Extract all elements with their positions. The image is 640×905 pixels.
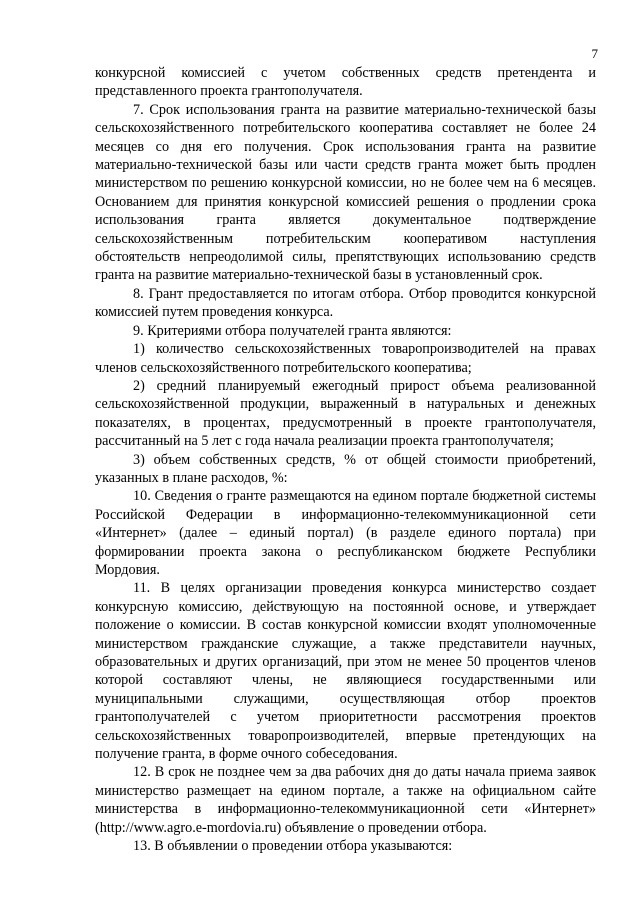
paragraph-item-8: 8. Грант предоставляется по итогам отбора. Отбор проводится конкурсной комиссией путем проведения конкурса.: [95, 285, 596, 321]
paragraph-item-10: 10. Сведения о гранте размещаются на едином портале бюджетной системы Российской Федерации в информационно-телекоммуникационной сети «Интернет» (далее – единый портал) (в разделе единого портала) при формировании проекта закона о республиканском бюджете Республики Мордовия.: [95, 488, 596, 578]
page-number: 7: [591, 46, 598, 61]
paragraph-item-13: 13. В объявлении о проведении отбора указываются:: [133, 838, 453, 855]
document-body: [95, 64, 596, 855]
paragraph-item-11: 11. В целях организации проведения конкурса министерство создает конкурсную комиссию, действующую на постоянной основе, и утверждает положение о комиссии. В состав конкурсной комиссии входят уполномоченные министерством гражданские служащие, а также представители научных, образовательных и других организаций, при этом не менее 50 процентов членов которой составляют члены, не являющиеся государственными или муниципальными служащими, осуществляющая отбор проектов грантополучателей с учетом приоритетности рассмотрения проектов сельскохозяйственных товаропроизводителей, впервые претендующих на получение гранта, в форме очного собеседования.: [95, 580, 596, 763]
paragraph-item-12: 12. В срок не позднее чем за два рабочих дня до даты начала приема заявок министерство размещает на едином портале, а также на официальном сайте министерства в информационно-телекоммуникационной сети «Интернет» (http://www.agro.e-mordovia.ru) объявление о проведении отбора.: [95, 764, 596, 836]
criteria-item-1: 1) количество сельскохозяйственных товаропроизводителей на правах членов сельскохозяйственного потребительского кооператива;: [95, 341, 596, 376]
criteria-item-2: 2) средний планируемый ежегодный прирост объема реализованной сельскохозяйственной продукции, выраженный в натуральных и денежных показателях, в процентах, предусмотренный в проекте грантополучателя, рассчитанный на 5 лет с года начала реализации проекта грантополучателя;: [95, 377, 596, 450]
paragraph-item-7: 7. Срок использования гранта на развитие материально-технической базы сельскохозяйственного потребительского кооператива составляет не более 24 месяцев со дня его получения. Срок использования гранта на развитие материально-технической базы или части средств гранта может быть продлен министерством по решению конкурсной комиссии, но не более чем на 6 месяцев. Основанием для принятия конкурсной комиссией решения о продлении срока использования гранта является документальное подтверждение сельскохозяйственным потребительским кооперативом наступления обстоятельств непреодолимой силы, препятствующих использованию средств гранта на развитие материально-технической базы в установленный срок.: [95, 101, 596, 284]
paragraph-item-9: 9. Критериями отбора получателей гранта являются:: [133, 322, 452, 339]
paragraph-continuation: конкурсной комиссией с учетом собственных средств претендента и представленного проекта грантополучателя.: [95, 65, 596, 100]
criteria-item-3: 3) объем собственных средств, % от общей стоимости приобретений, указанных в плане расходов, %:: [95, 451, 596, 486]
